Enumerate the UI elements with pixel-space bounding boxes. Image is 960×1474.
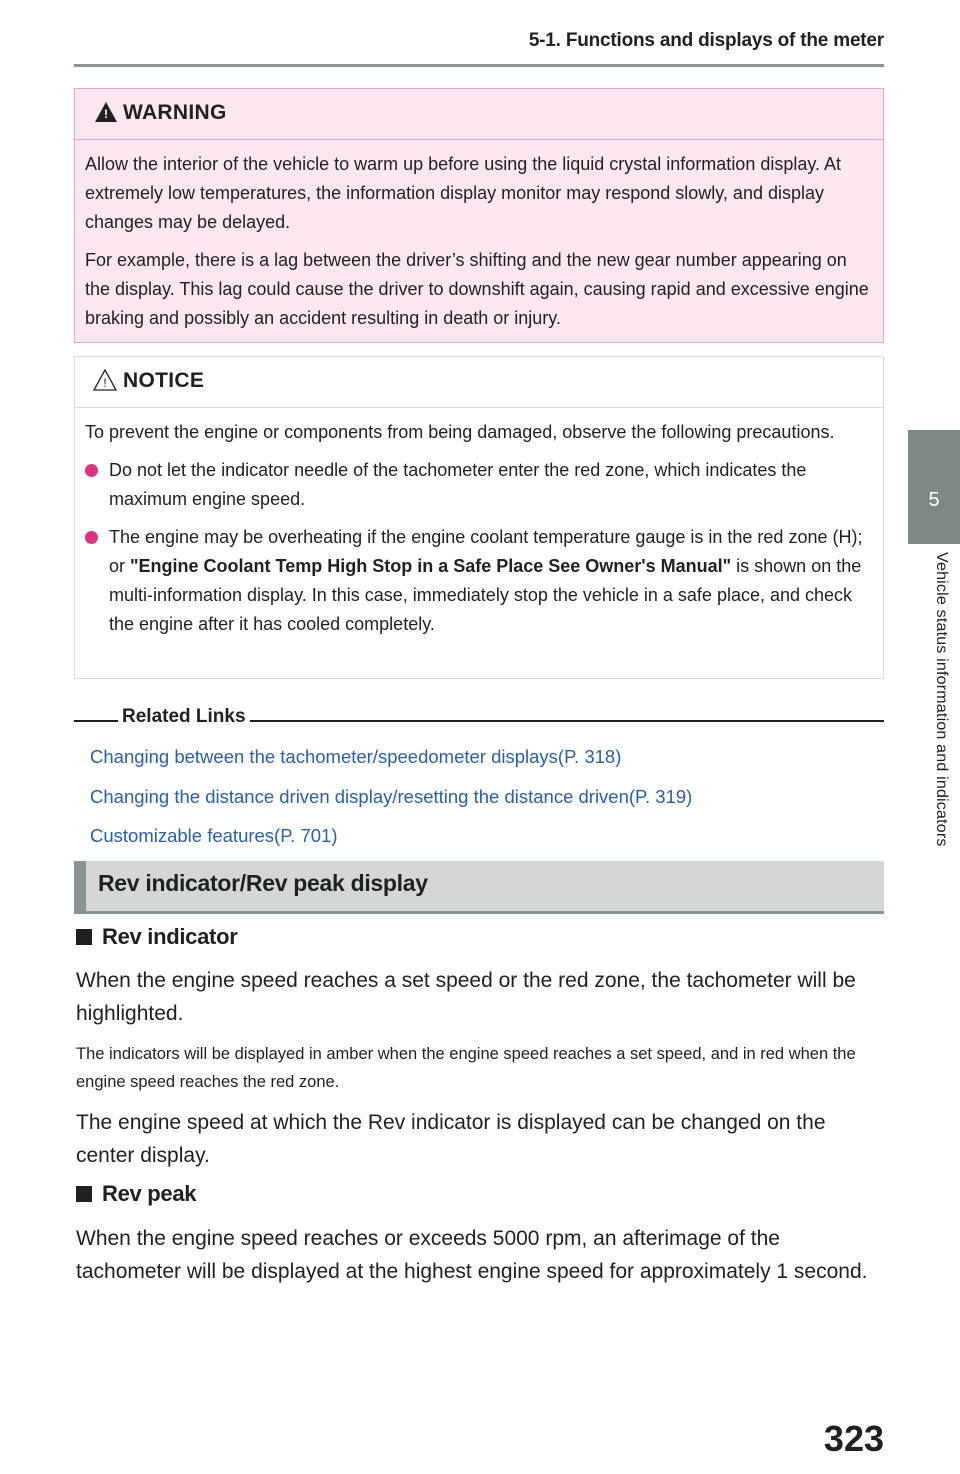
related-link[interactable]: Changing between the tachometer/speedometer displays(P. 318): [90, 746, 622, 767]
notice-bullet-text: The engine may be overheating if the engine coolant temperature gauge is in the red zone (H); or: [109, 527, 863, 576]
svg-text:!: !: [103, 376, 107, 390]
related-links-header: [74, 704, 884, 734]
section-title: Rev indicator/Rev peak display: [98, 870, 428, 896]
notice-body: [75, 408, 883, 639]
warning-triangle-icon: !: [95, 102, 117, 122]
warning-paragraph: For example, there is a lag between the driver’s shifting and the new gear number appearing on the display. This lag could cause the driver to downshift again, causing rapid and excessive engine braking and possibly an accident resulting in death or injury.: [85, 250, 869, 328]
related-rule-right: [246, 720, 884, 722]
subheading-rev-indicator: [76, 924, 237, 950]
warning-title: WARNING: [123, 101, 227, 124]
body-paragraph: When the engine speed reaches a set speed or the red zone, the tachometer will be highlighted.: [76, 969, 856, 1025]
chapter-tab: [908, 430, 960, 544]
related-link[interactable]: Customizable features(P. 701): [90, 825, 338, 846]
related-rule-left: [74, 720, 118, 722]
notice-bullet: [85, 523, 873, 639]
notice-title: NOTICE: [123, 369, 205, 392]
subheading-rev-peak: [76, 1181, 196, 1207]
notice-box: [74, 356, 884, 679]
display-message: "Engine Coolant Temp High Stop in a Safe Place See Owner's Manual": [130, 556, 732, 576]
section-header: [74, 861, 884, 914]
page-header-title: 5-1. Functions and displays of the meter: [528, 30, 884, 51]
warning-box: [74, 88, 884, 343]
body-paragraph: When the engine speed reaches or exceeds 5000 rpm, an afterimage of the tachometer will be displayed at the highest engine speed for approximately 1 second.: [76, 1227, 868, 1283]
square-bullet-icon: [76, 929, 92, 945]
notice-header: [75, 357, 883, 408]
notice-bullet: [85, 456, 873, 514]
related-link[interactable]: Changing the distance driven display/resetting the distance driven(P. 319): [90, 786, 693, 807]
header-divider: [74, 64, 884, 67]
related-links-title: Related Links: [118, 706, 250, 728]
square-bullet-icon: [76, 1186, 92, 1202]
subheading-text: Rev peak: [102, 1181, 197, 1206]
subheading-text: Rev indicator: [102, 924, 238, 949]
warning-body: [75, 140, 883, 333]
page-number: 323: [823, 1418, 884, 1459]
warning-paragraph: Allow the interior of the vehicle to warm up before using the liquid crystal information display. At extremely low temperatures, the information display monitor may respond slowly, and display changes may be delayed.: [85, 154, 842, 232]
section-header-bar: [74, 861, 86, 911]
notice-intro: To prevent the engine or components from being damaged, observe the following precautions.: [85, 422, 835, 442]
body-paragraph: The engine speed at which the Rev indicator is displayed can be changed on the center display.: [76, 1111, 826, 1167]
bullet-dot-icon: [85, 531, 98, 544]
bullet-dot-icon: [85, 464, 98, 477]
chapter-number: 5: [928, 489, 940, 511]
notice-triangle-icon: [93, 369, 117, 391]
notice-bullet-text: Do not let the indicator needle of the tachometer enter the red zone, which indicates the maximum engine speed.: [109, 460, 807, 509]
warning-header: [75, 89, 883, 140]
chapter-label: Vehicle status information and indicators: [933, 552, 950, 847]
notice-bullet-text: is shown on the multi-information display. In this case, immediately stop the vehicle in a safe place, and check the engine after it has cooled completely.: [109, 556, 862, 634]
small-paragraph: The indicators will be displayed in amber when the engine speed reaches a set speed, and in red when the engine speed reaches the red zone.: [76, 1045, 856, 1091]
